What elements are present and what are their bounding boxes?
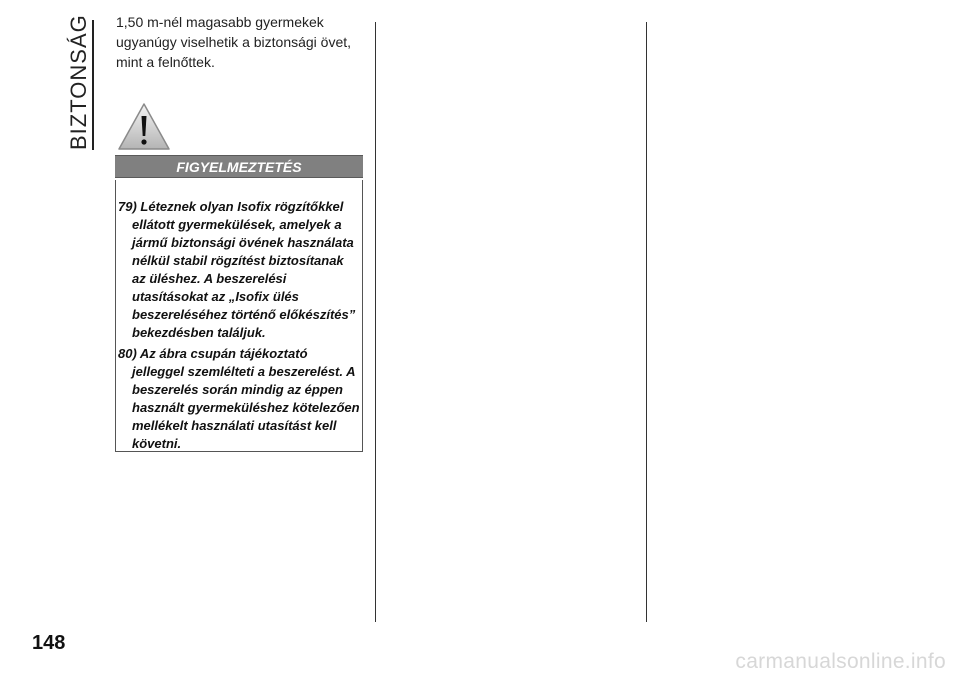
warning-triangle-icon (117, 102, 171, 152)
warning-note-79: 79) Léteznek olyan Isofix rögzítőkkel ellátott gyermekülések, amelyek a jármű biztonsági övének használata nélkül stabil rögzítést biztosítanak az üléshez. A beszerelési utasításokat az „Isofix ülés beszereléséhez történő előkészítés” bekezdésben találjuk. (118, 199, 356, 340)
watermark: carmanualsonline.info (735, 650, 946, 673)
warning-note-80: 80) Az ábra csupán tájékoztató jelleggel szemlélteti a beszerelést. A beszerelés során mindig az éppen használt gyermeküléshez kötelezően mellékelt használati utasítást kell követni. (118, 346, 360, 451)
section-title-rule (92, 20, 94, 150)
warning-title: FIGYELMEZTETÉS (115, 155, 363, 178)
page-number: 148 (32, 632, 66, 654)
column-divider-2 (646, 22, 647, 622)
column-divider-1 (375, 22, 376, 622)
intro-paragraph: 1,50 m-nél magasabb gyermekek ugyanúgy viselhetik a biztonsági övet, mint a felnőttek. (116, 14, 352, 70)
warning-box (115, 180, 363, 452)
section-title: BIZTONSÁG (66, 14, 91, 150)
